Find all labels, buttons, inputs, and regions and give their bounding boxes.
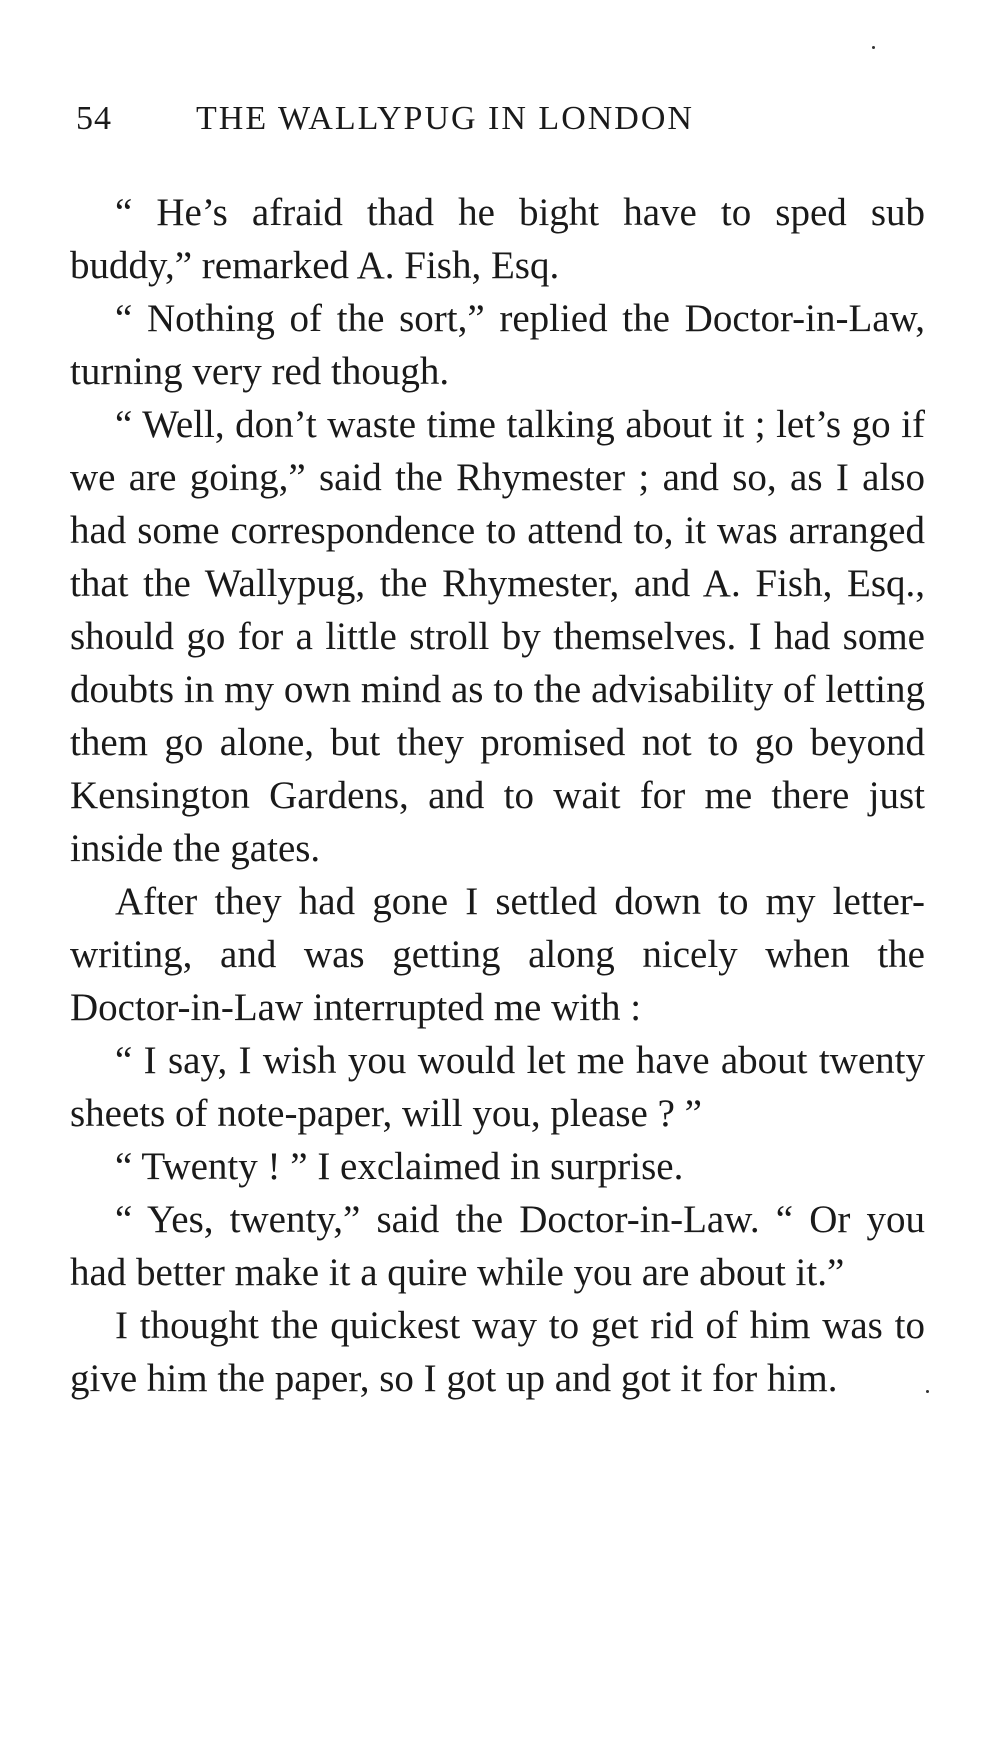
- paragraph: “ Yes, twenty,” said the Doctor-in-Law. “ Or you had better make it a quire while you are about it.”: [70, 1198, 925, 1294]
- paragraph: “ Well, don’t waste time talking about it ; let’s go if we are going,” said the Rhymester ; and so, as I also had some correspondence to attend to, it was arranged that the Wallypug, the Rhymester, and A. Fish, Esq., should go for a little stroll by themselves. I had some doubts in my own mind as to the advisability of letting them go alone, but they promised not to go beyond Kensington Gardens, and to wait for me there just inside the gates.: [70, 403, 925, 870]
- paragraph: “ He’s afraid thad he bight have to sped sub buddy,” remarked A. Fish, Esq.: [70, 191, 925, 287]
- running-head: THE WALLYPUG IN LONDON: [196, 100, 694, 137]
- paragraph: “ I say, I wish you would let me have about twenty sheets of note-paper, will you, please ? ”: [70, 1039, 925, 1135]
- print-speck: [926, 1390, 929, 1393]
- paragraph: After they had gone I settled down to my letter-writing, and was getting along nicely when the Doctor-in-Law interrupted me with :: [70, 880, 925, 1029]
- print-speck: [872, 46, 875, 49]
- paragraph: “ Twenty ! ” I exclaimed in surprise.: [115, 1145, 684, 1188]
- body-text: [70, 186, 925, 1405]
- page-number: 54: [76, 100, 112, 137]
- page-header: [76, 100, 936, 150]
- paragraph: I thought the quickest way to get rid of him was to give him the paper, so I got up and got it for him.: [70, 1304, 925, 1400]
- paragraph: “ Nothing of the sort,” replied the Doctor-in-Law, turning very red though.: [70, 297, 925, 393]
